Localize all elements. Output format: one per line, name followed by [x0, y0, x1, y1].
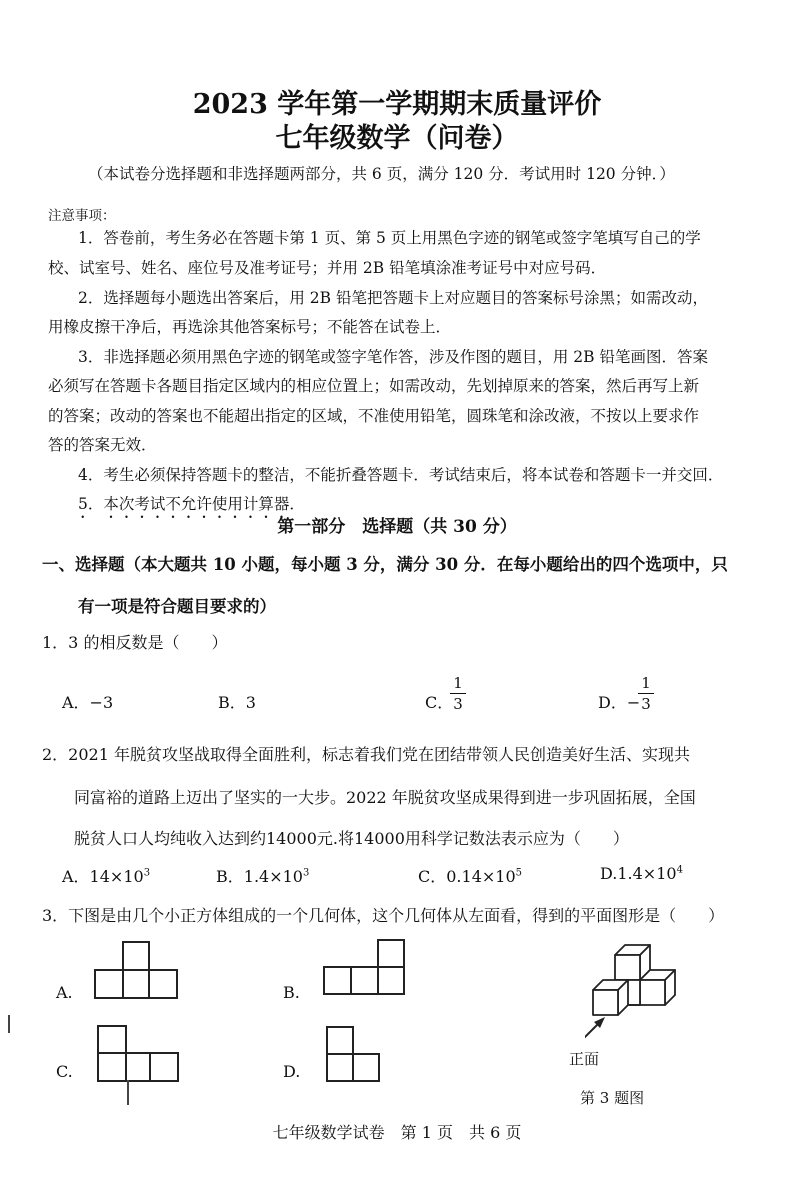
section-header: 一、选择题（本大题共 10 小题，每小题 3 分，满分 30 分．在每小题给出的四个选项中，只: [42, 555, 728, 574]
q2-c-exponent: 5: [515, 867, 523, 879]
q2-c-base: C．0.14×10: [418, 867, 516, 886]
front-view-label: 正面: [569, 1050, 600, 1068]
q2-d-exponent: 4: [676, 864, 683, 876]
figure-square: [323, 966, 352, 995]
figure-square: [97, 1025, 127, 1054]
figure-square: [122, 941, 150, 971]
q3-option-b-label: B.: [283, 983, 300, 1002]
figure-square: [377, 966, 405, 995]
q1-option-d-fraction: [638, 674, 654, 713]
figure-square: [97, 1052, 127, 1082]
q1-d-numerator: 1: [641, 674, 651, 692]
question-2-line: 脱贫人口人均纯收入达到约14000元.将14000用科学记数法表示应为（ ）: [74, 829, 629, 848]
q2-b-exponent: 3: [302, 867, 310, 879]
figure-caption: 第 3 题图: [580, 1089, 645, 1107]
section-header-cont: 有一项是符合题目要求的）: [78, 597, 276, 616]
q2-d-base: D.1.4×10: [600, 864, 677, 883]
note-line: 校、试室号、姓名、座位号及准考证号；并用 2B 铅笔填涂准考证号中对应号码．: [48, 259, 607, 277]
note-line: 5．本次考试不允许使用计算器．: [78, 495, 305, 513]
q2-option-a: [62, 864, 150, 887]
note-line: 用橡皮擦干净后，再选涂其他答案标号；不能答在试卷上．: [48, 318, 452, 336]
q3-isometric-cube-figure: [585, 935, 695, 1065]
q1-c-numerator: 1: [453, 674, 463, 692]
question-1-stem: 1．3 的相反数是（ ）: [42, 633, 228, 652]
note-line: 的答案；改动的答案也不能超出指定的区域，不准使用铅笔，圆珠笔和涂改液，不按以上要求作: [48, 407, 700, 425]
q1-option-c-fraction: [450, 674, 466, 713]
note-line: 3．非选择题必须用黑色字迹的钢笔或签字笔作答，涉及作图的题目，用 2B 铅笔画图．答案: [78, 348, 708, 366]
figure-square: [149, 1052, 179, 1082]
figure-square: [326, 1026, 354, 1055]
q2-option-c: [418, 864, 522, 887]
figure-square: [148, 969, 178, 999]
figure-square: [352, 1053, 380, 1082]
q3-option-a-label: A.: [56, 983, 73, 1002]
exam-title: 2023 学年第一学期期末质量评价: [192, 89, 602, 120]
q1-option-b: B．3: [218, 693, 256, 712]
exam-subject-title: 七年级数学（问卷）: [275, 123, 519, 154]
q1-option-c-label: C．: [425, 693, 454, 712]
notes-heading: 注意事项：: [48, 208, 116, 224]
note-line: 2．选择题每小题选出答案后，用 2B 铅笔把答题卡上对应题目的答案标号涂黑；如需改动，: [78, 289, 708, 307]
figure-square: [94, 969, 124, 999]
figure-square: [125, 1052, 151, 1082]
q2-b-base: B．1.4×10: [216, 867, 303, 886]
q2-option-b: [216, 864, 309, 887]
q3-option-d-label: D.: [283, 1062, 301, 1081]
figure-square: [326, 1053, 354, 1082]
section-title: 第一部分 选择题（共 30 分）: [277, 517, 517, 537]
exam-instructions-summary: （本试卷分选择题和非选择题两部分，共 6 页，满分 120 分．考试用时 120 分钟．）: [88, 165, 675, 183]
q1-option-a: A．−3: [62, 693, 114, 712]
q2-option-d: [600, 864, 683, 883]
note-line: 4．考生必须保持答题卡的整洁，不能折叠答题卡．考试结束后，将本试卷和答题卡一并交回．: [78, 466, 724, 484]
scan-mark: [127, 1080, 129, 1105]
q2-a-base: A．14×10: [62, 867, 144, 886]
q2-a-exponent: 3: [143, 867, 151, 879]
q3-option-c-label: C.: [56, 1062, 73, 1081]
question-2-line: 2．2021 年脱贫攻坚战取得全面胜利，标志着我们党在团结带领人民创造美好生活、实现共: [42, 745, 690, 764]
q1-d-denominator: 3: [641, 695, 651, 713]
q1-c-denominator: 3: [453, 695, 463, 713]
question-3-stem: 3．下图是由几个小正方体组成的一个几何体，这个几何体从左面看，得到的平面图形是（ ）: [42, 906, 725, 925]
scan-mark: [8, 1015, 10, 1033]
figure-square: [350, 966, 379, 995]
note-line: 答的答案无效．: [48, 436, 157, 454]
figure-square: [122, 969, 150, 999]
q1-option-d-label: D．−: [598, 693, 641, 712]
note-line: 1．答卷前，考生务必在答题卡第 1 页、第 5 页上用黑色字迹的钢笔或签字笔填写自己的学: [78, 229, 701, 247]
note-line: 必须写在答题卡各题目指定区域内的相应位置上；如需改动，先划掉原来的答案，然后再写上新: [48, 377, 700, 395]
page-footer: 七年级数学试卷 第 1 页 共 6 页: [272, 1123, 522, 1142]
question-2-line: 同富裕的道路上迈出了坚实的一大步。2022 年脱贫攻坚成果得到进一步巩固拓展，全国: [74, 788, 696, 807]
figure-square: [377, 939, 405, 968]
